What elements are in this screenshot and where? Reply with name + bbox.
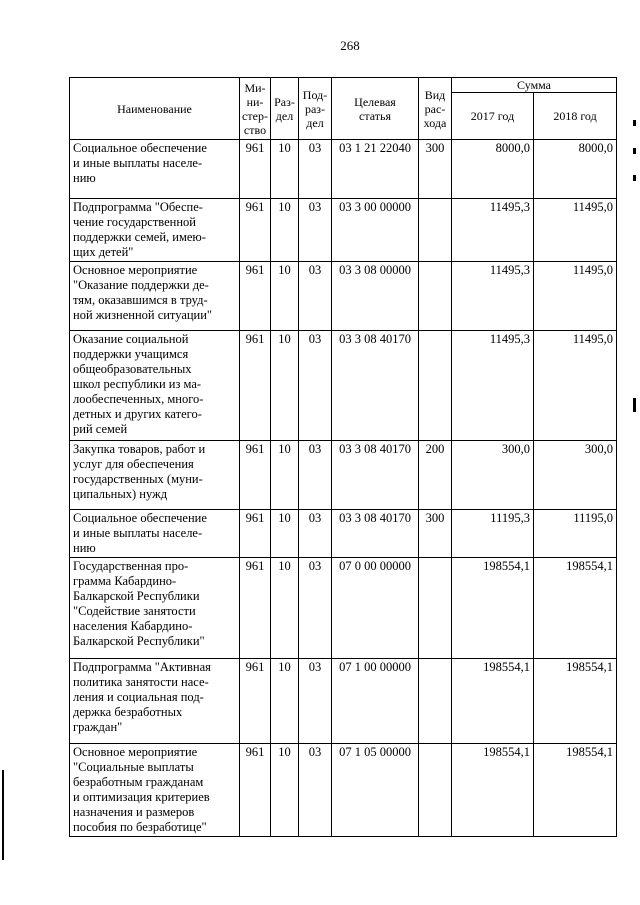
cell-subsection: 03 [299,331,332,441]
cell-ministry: 961 [240,199,271,262]
cell-section: 10 [271,140,299,199]
cell-ministry: 961 [240,744,271,837]
cell-type [419,331,452,441]
cell-name: Социальное обеспечение и иные выплаты населе- нию [70,140,240,199]
cell-target: 03 3 08 00000 [332,262,419,331]
header-2018: 2018 год [534,93,617,140]
scan-edge-mark [633,175,636,181]
table-row [70,199,617,262]
cell-target: 03 3 00 00000 [332,199,419,262]
table-row [70,262,617,331]
table-row [70,558,617,659]
cell-name: Основное мероприятие "Оказание поддержки де- тям, оказавшимся в труд- ной жизненной ситуации" [70,262,240,331]
cell-ministry: 961 [240,262,271,331]
cell-type [419,558,452,659]
cell-ministry: 961 [240,659,271,744]
cell-ministry: 961 [240,140,271,199]
cell-2017: 198554,1 [452,659,534,744]
cell-subsection: 03 [299,744,332,837]
cell-2018: 198554,1 [534,558,617,659]
cell-target: 03 3 08 40170 [332,441,419,510]
cell-ministry: 961 [240,510,271,558]
cell-2017: 198554,1 [452,558,534,659]
header-section: Раз- дел [271,78,299,140]
cell-section: 10 [271,744,299,837]
cell-target: 03 1 21 22040 [332,140,419,199]
cell-name: Государственная про- грамма Кабардино- Балкарской Республики "Содействие занятости населения Кабардино- Балкарской Республики" [70,558,240,659]
cell-2018: 11495,0 [534,331,617,441]
cell-target: 03 3 08 40170 [332,331,419,441]
table-body [70,140,617,837]
cell-section: 10 [271,659,299,744]
cell-name: Социальное обеспечение и иные выплаты населе- нию [70,510,240,558]
cell-type: 300 [419,140,452,199]
cell-type: 300 [419,510,452,558]
cell-2018: 198554,1 [534,744,617,837]
cell-target: 07 0 00 00000 [332,558,419,659]
cell-type [419,659,452,744]
header-2017: 2017 год [452,93,534,140]
table-row [70,140,617,199]
cell-name: Основное мероприятие "Социальные выплаты безработным гражданам и оптимизация критериев назначения и размеров пособия по безработице" [70,744,240,837]
cell-subsection: 03 [299,558,332,659]
scan-edge-mark [2,770,4,860]
cell-2018: 198554,1 [534,659,617,744]
cell-section: 10 [271,262,299,331]
cell-subsection: 03 [299,199,332,262]
header-subsection: Под- раз- дел [299,78,332,140]
cell-ministry: 961 [240,441,271,510]
cell-subsection: 03 [299,441,332,510]
header-target: Целевая статья [332,78,419,140]
cell-target: 07 1 00 00000 [332,659,419,744]
table-row [70,441,617,510]
cell-name: Оказание социальной поддержки учащимся общеобразовательных школ республики из ма- лообеспеченных, много- детных и других катего- рий семей [70,331,240,441]
cell-2017: 198554,1 [452,744,534,837]
cell-subsection: 03 [299,262,332,331]
scan-edge-mark [633,398,636,412]
cell-2017: 300,0 [452,441,534,510]
cell-section: 10 [271,558,299,659]
cell-type: 200 [419,441,452,510]
cell-section: 10 [271,199,299,262]
table-row [70,659,617,744]
header-name: Наименование [70,78,240,140]
cell-2017: 11495,3 [452,331,534,441]
cell-2017: 11495,3 [452,262,534,331]
cell-target: 03 3 08 40170 [332,510,419,558]
cell-2018: 11495,0 [534,262,617,331]
cell-section: 10 [271,441,299,510]
cell-name: Подпрограмма "Активная политика занятости насе- ления и социальная под- держка безработных граждан" [70,659,240,744]
cell-2017: 8000,0 [452,140,534,199]
cell-type [419,262,452,331]
header-sum: Сумма [452,78,617,93]
cell-target: 07 1 05 00000 [332,744,419,837]
cell-ministry: 961 [240,558,271,659]
table-row [70,510,617,558]
cell-name: Закупка товаров, работ и услуг для обеспечения государственных (муни- ципальных) нужд [70,441,240,510]
budget-table [69,77,617,837]
header-type: Вид рас- хода [419,78,452,140]
header-row [70,78,617,93]
cell-subsection: 03 [299,510,332,558]
header-ministry: Ми- ни- стер- ство [240,78,271,140]
cell-section: 10 [271,510,299,558]
table-row [70,331,617,441]
scan-edge-mark [633,148,636,154]
cell-2018: 11195,0 [534,510,617,558]
cell-2017: 11495,3 [452,199,534,262]
table-row [70,744,617,837]
cell-2017: 11195,3 [452,510,534,558]
cell-ministry: 961 [240,331,271,441]
cell-type [419,199,452,262]
cell-type [419,744,452,837]
cell-subsection: 03 [299,659,332,744]
cell-2018: 11495,0 [534,199,617,262]
cell-subsection: 03 [299,140,332,199]
cell-section: 10 [271,331,299,441]
cell-2018: 300,0 [534,441,617,510]
scan-edge-mark [633,120,636,126]
cell-name: Подпрограмма "Обеспе- чение государственной поддержки семей, имею- щих детей" [70,199,240,262]
page-number: 268 [340,38,360,53]
cell-2018: 8000,0 [534,140,617,199]
